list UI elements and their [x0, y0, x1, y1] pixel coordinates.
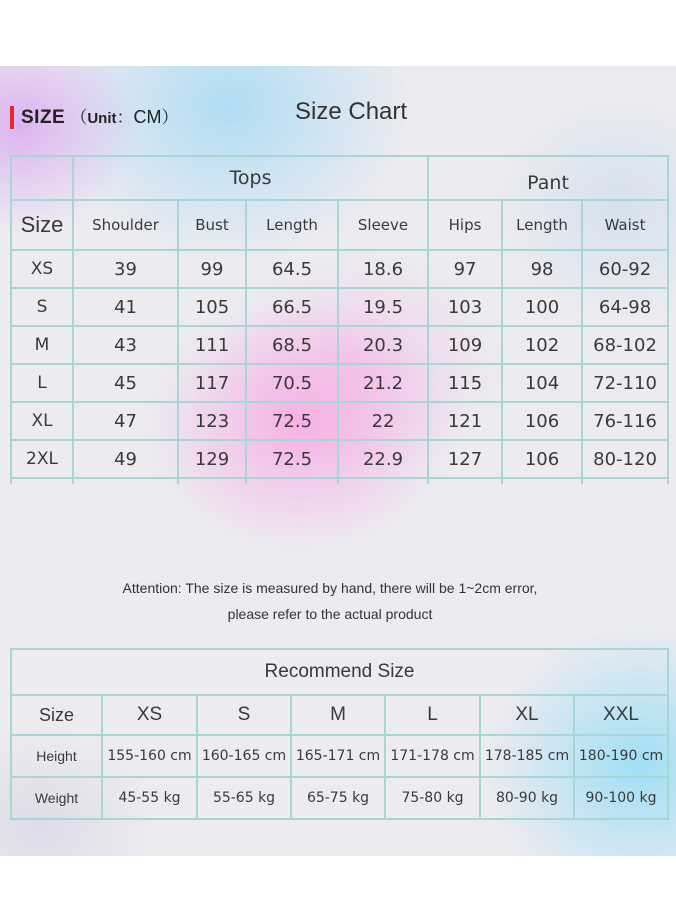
table-cell: 127: [428, 440, 502, 478]
table-cell: 55-65 kg: [197, 777, 291, 819]
table-cell: 105: [178, 288, 246, 326]
table-cell: 80-120: [582, 440, 668, 478]
unit-colon: ：: [116, 108, 134, 127]
table-cell: 102: [502, 326, 582, 364]
table-cell: M: [11, 326, 73, 364]
table-cell: 72.5: [246, 402, 338, 440]
column-header: Size: [11, 200, 73, 250]
table-cell: L: [11, 364, 73, 402]
table-row: [11, 777, 668, 819]
table-cell: 49: [73, 440, 178, 478]
table-cell: 45-55 kg: [102, 777, 197, 819]
table-header-row: [11, 200, 668, 250]
unit-label: Unit: [87, 110, 117, 127]
table-row: [11, 288, 668, 326]
table-cell: 75-80 kg: [385, 777, 480, 819]
column-header: XS: [102, 695, 197, 735]
table-cell: 18.6: [338, 250, 428, 288]
paren-open: （: [70, 108, 88, 127]
table-cell: 160-165 cm: [197, 735, 291, 777]
column-header: L: [385, 695, 480, 735]
table-cell: 90-100 kg: [574, 777, 668, 819]
table-cell: XL: [11, 402, 73, 440]
table-cell: 45: [73, 364, 178, 402]
table-cell: 171-178 cm: [385, 735, 480, 777]
column-header: Size: [11, 695, 102, 735]
column-header: Bust: [178, 200, 246, 250]
row-label: Weight: [11, 777, 102, 819]
column-header: Hips: [428, 200, 502, 250]
attention-note-line-2: please refer to the actual product: [227, 606, 433, 622]
table-cell: 65-75 kg: [291, 777, 385, 819]
column-header: Length: [246, 200, 338, 250]
table-cell: 68.5: [246, 326, 338, 364]
row-label: Height: [11, 735, 102, 777]
table-cell: 70.5: [246, 364, 338, 402]
table-cell: 2XL: [11, 440, 73, 478]
table-cell: 115: [428, 364, 502, 402]
group-pant: Pant: [428, 156, 668, 200]
recommend-size-table: [10, 648, 669, 820]
unit-value: CM: [133, 107, 162, 127]
table-trailing-row: [11, 478, 668, 484]
table-cell: 111: [178, 326, 246, 364]
recommend-header-row: [11, 695, 668, 735]
column-header: Sleeve: [338, 200, 428, 250]
table-cell: 121: [428, 402, 502, 440]
table-cell: 98: [502, 250, 582, 288]
table-row: [11, 326, 668, 364]
table-cell: 47: [73, 402, 178, 440]
table-cell: 22.9: [338, 440, 428, 478]
size-word: SIZE: [21, 107, 66, 128]
table-cell: 117: [178, 364, 246, 402]
table-cell: 60-92: [582, 250, 668, 288]
table-cell: 100: [502, 288, 582, 326]
size-unit-heading: [21, 106, 179, 129]
table-cell: 66.5: [246, 288, 338, 326]
table-row: [11, 735, 668, 777]
column-header: XXL: [574, 695, 668, 735]
table-cell: 22: [338, 402, 428, 440]
corner-cell: [11, 156, 73, 200]
table-row: [11, 364, 668, 402]
table-cell: 64-98: [582, 288, 668, 326]
size-chart-table: [10, 155, 669, 484]
table-cell: 180-190 cm: [574, 735, 668, 777]
table-cell: 68-102: [582, 326, 668, 364]
column-header: Waist: [582, 200, 668, 250]
table-cell: 80-90 kg: [480, 777, 574, 819]
table-cell: 99: [178, 250, 246, 288]
recommend-title-row: [11, 649, 668, 695]
table-cell: 97: [428, 250, 502, 288]
page-title: Size Chart: [295, 98, 408, 125]
table-row: [11, 402, 668, 440]
column-header: Length: [502, 200, 582, 250]
table-cell: 76-116: [582, 402, 668, 440]
table-cell: 109: [428, 326, 502, 364]
group-tops: Tops: [73, 156, 428, 200]
table-group-row: [11, 156, 668, 200]
table-cell: 72-110: [582, 364, 668, 402]
table-cell: 43: [73, 326, 178, 364]
table-row: [11, 250, 668, 288]
table-cell: 41: [73, 288, 178, 326]
table-cell: 64.5: [246, 250, 338, 288]
table-cell: 19.5: [338, 288, 428, 326]
recommend-title: Recommend Size: [11, 649, 668, 695]
table-cell: 123: [178, 402, 246, 440]
table-cell: 106: [502, 440, 582, 478]
table-row: [11, 440, 668, 478]
paren-close: ）: [161, 108, 179, 127]
table-cell: 104: [502, 364, 582, 402]
table-cell: 106: [502, 402, 582, 440]
accent-bar: [10, 106, 14, 129]
column-header: Shoulder: [73, 200, 178, 250]
table-cell: 39: [73, 250, 178, 288]
column-header: S: [197, 695, 291, 735]
column-header: M: [291, 695, 385, 735]
table-cell: 165-171 cm: [291, 735, 385, 777]
table-cell: S: [11, 288, 73, 326]
attention-note-line-1: Attention: The size is measured by hand, there will be 1~2cm error,: [122, 580, 538, 596]
table-cell: 72.5: [246, 440, 338, 478]
table-cell: 103: [428, 288, 502, 326]
table-cell: 178-185 cm: [480, 735, 574, 777]
column-header: XL: [480, 695, 574, 735]
table-cell: 155-160 cm: [102, 735, 197, 777]
table-cell: 129: [178, 440, 246, 478]
table-cell: 21.2: [338, 364, 428, 402]
table-cell: XS: [11, 250, 73, 288]
table-cell: 20.3: [338, 326, 428, 364]
